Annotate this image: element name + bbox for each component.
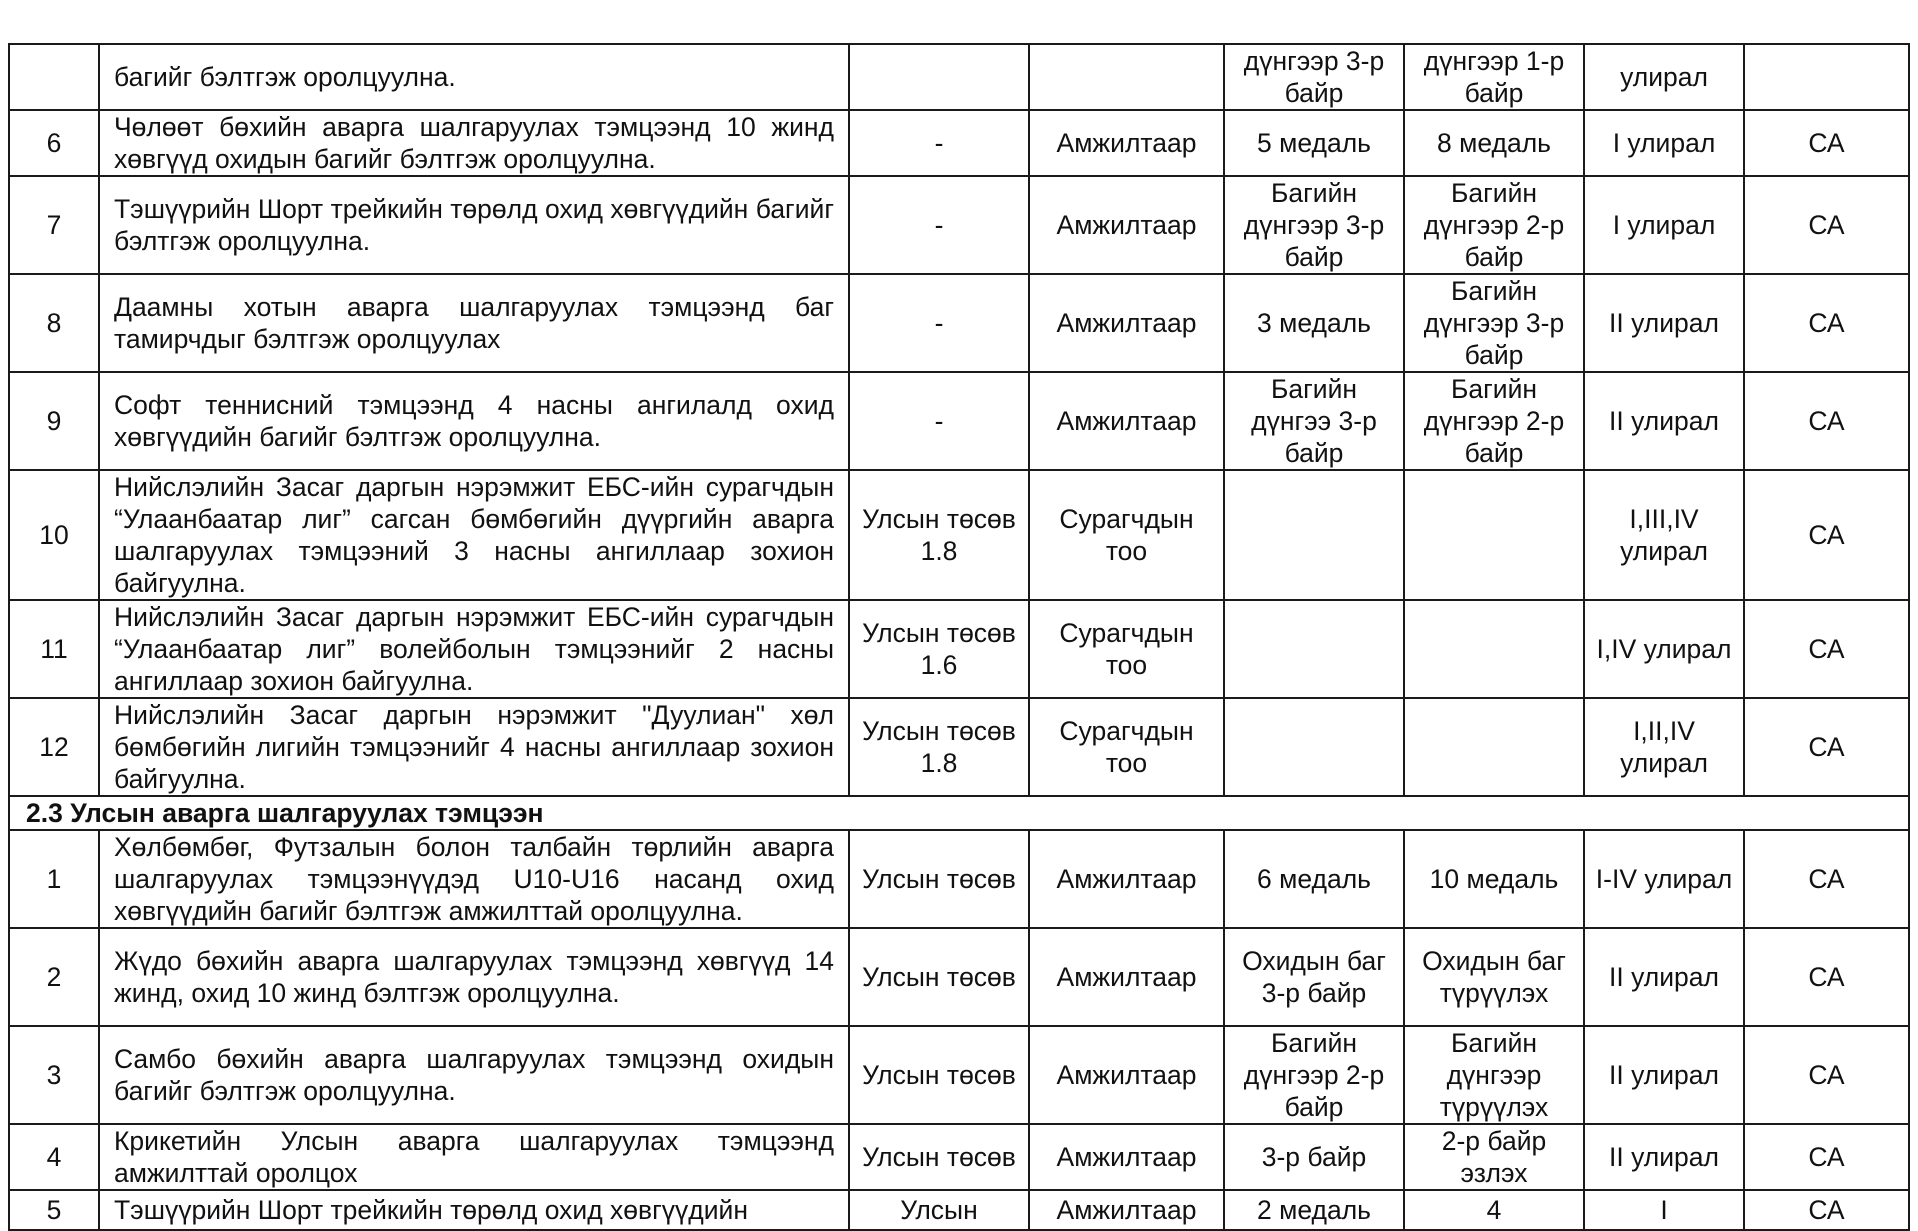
responsible-cell: СА <box>1744 470 1909 600</box>
goal-target-cell: 4 <box>1404 1190 1584 1230</box>
table-row <box>9 110 1909 176</box>
goal-target-cell: 2-р байр эзлэх <box>1404 1124 1584 1190</box>
responsible-cell: СА <box>1744 372 1909 470</box>
budget-source-cell: Улсын төсөв 1.6 <box>849 600 1029 698</box>
table-row <box>9 1026 1909 1124</box>
responsible-cell: СА <box>1744 928 1909 1026</box>
goal-target-cell: Багийн дүнгээр 3-р байр <box>1404 274 1584 372</box>
description-cell: Чөлөөт бөхийн аварга шалгаруулах тэмцээнд 10 жинд хөвгүүд охидын багийг бэлтгэж оролцуулна. <box>99 110 849 176</box>
row-number-cell: 2 <box>9 928 99 1026</box>
period-cell: I улирал <box>1584 176 1744 274</box>
goal-target-cell <box>1404 698 1584 796</box>
section-header-row <box>9 796 1909 830</box>
baseline-target-cell: Охидын баг 3-р байр <box>1224 928 1404 1026</box>
baseline-target-cell: 3 медаль <box>1224 274 1404 372</box>
description-cell: Тэшүүрийн Шорт трейкийн төрөлд охид хөвгүүдийн <box>99 1190 849 1230</box>
baseline-target-cell: 2 медаль <box>1224 1190 1404 1230</box>
table-row <box>9 830 1909 928</box>
measure-cell: Амжилтаар <box>1029 1190 1224 1230</box>
measure-cell: Амжилтаар <box>1029 928 1224 1026</box>
responsible-cell: СА <box>1744 110 1909 176</box>
section-title: 2.3 Улсын аварга шалгаруулах тэмцээн <box>9 796 1909 830</box>
budget-source-cell: Улсын төсөв <box>849 928 1029 1026</box>
row-number-cell: 4 <box>9 1124 99 1190</box>
row-number-cell: 11 <box>9 600 99 698</box>
budget-source-cell: - <box>849 176 1029 274</box>
row-number-cell: 9 <box>9 372 99 470</box>
baseline-target-cell <box>1224 600 1404 698</box>
period-cell: II улирал <box>1584 928 1744 1026</box>
description-cell: Крикетийн Улсын аварга шалгаруулах тэмцээнд амжилттай оролцох <box>99 1124 849 1190</box>
description-cell: Софт теннисний тэмцээнд 4 насны ангилалд охид хөвгүүдийн багийг бэлтгэж оролцуулна. <box>99 372 849 470</box>
table-row <box>9 1124 1909 1190</box>
description-cell: Нийслэлийн Засаг даргын нэрэмжит ЕБС-ийн сурагчдын “Улаанбаатар лиг” волейболын тэмцээнийг 2 насны ангиллаар зохион байгуулна. <box>99 600 849 698</box>
measure-cell: Сурагчдын тоо <box>1029 698 1224 796</box>
measure-cell: Амжилтаар <box>1029 1124 1224 1190</box>
measure-cell: Амжилтаар <box>1029 110 1224 176</box>
budget-source-cell: Улсын <box>849 1190 1029 1230</box>
period-cell: I,IV улирал <box>1584 600 1744 698</box>
table-row <box>9 600 1909 698</box>
period-cell: II улирал <box>1584 372 1744 470</box>
description-cell: Самбо бөхийн аварга шалгаруулах тэмцээнд охидын багийг бэлтгэж оролцуулна. <box>99 1026 849 1124</box>
table-row <box>9 176 1909 274</box>
goal-target-cell: Охидын баг түрүүлэх <box>1404 928 1584 1026</box>
row-number-cell: 3 <box>9 1026 99 1124</box>
table-row <box>9 698 1909 796</box>
period-cell: I,III,IV улирал <box>1584 470 1744 600</box>
row-number-cell: 1 <box>9 830 99 928</box>
responsible-cell: СА <box>1744 274 1909 372</box>
table-row <box>9 44 1909 110</box>
baseline-target-cell <box>1224 698 1404 796</box>
row-number-cell: 5 <box>9 1190 99 1230</box>
period-cell: II улирал <box>1584 1124 1744 1190</box>
baseline-target-cell: Багийн дүнгээ 3-р байр <box>1224 372 1404 470</box>
plan-table <box>8 43 1910 1231</box>
measure-cell: Сурагчдын тоо <box>1029 470 1224 600</box>
goal-target-cell <box>1404 470 1584 600</box>
period-cell: I,II,IV улирал <box>1584 698 1744 796</box>
responsible-cell: СА <box>1744 1190 1909 1230</box>
description-cell: Хөлбөмбөг, Футзалын болон талбайн төрлийн аварга шалгаруулах тэмцээнүүдэд U10-U16 насанд охид хөвгүүдийн багийг бэлтгэж амжилттай оролцуулна. <box>99 830 849 928</box>
table-row <box>9 372 1909 470</box>
row-number-cell: 8 <box>9 274 99 372</box>
row-number-cell: 6 <box>9 110 99 176</box>
measure-cell: Амжилтаар <box>1029 1026 1224 1124</box>
table-body <box>9 44 1909 1230</box>
description-cell: Жүдо бөхийн аварга шалгаруулах тэмцээнд хөвгүүд 14 жинд, охид 10 жинд бэлтгэж оролцуулна. <box>99 928 849 1026</box>
goal-target-cell: 8 медаль <box>1404 110 1584 176</box>
description-cell: Нийслэлийн Засаг даргын нэрэмжит "Дуулиан" хөл бөмбөгийн лигийн тэмцээнийг 4 насны ангиллаар зохион байгуулна. <box>99 698 849 796</box>
table-row <box>9 928 1909 1026</box>
period-cell: I улирал <box>1584 110 1744 176</box>
goal-target-cell: Багийн дүнгээр 2-р байр <box>1404 176 1584 274</box>
goal-target-cell: Багийн дүнгээр 2-р байр <box>1404 372 1584 470</box>
budget-source-cell: - <box>849 372 1029 470</box>
baseline-target-cell: 5 медаль <box>1224 110 1404 176</box>
baseline-target-cell: 6 медаль <box>1224 830 1404 928</box>
responsible-cell: СА <box>1744 1026 1909 1124</box>
measure-cell: Амжилтаар <box>1029 274 1224 372</box>
period-cell: II улирал <box>1584 1026 1744 1124</box>
budget-source-cell: - <box>849 110 1029 176</box>
responsible-cell: СА <box>1744 600 1909 698</box>
period-cell: улирал <box>1584 44 1744 110</box>
baseline-target-cell: дүнгээр 3-р байр <box>1224 44 1404 110</box>
measure-cell <box>1029 44 1224 110</box>
budget-source-cell: Улсын төсөв <box>849 1124 1029 1190</box>
baseline-target-cell <box>1224 470 1404 600</box>
measure-cell: Сурагчдын тоо <box>1029 600 1224 698</box>
measure-cell: Амжилтаар <box>1029 372 1224 470</box>
goal-target-cell <box>1404 600 1584 698</box>
description-cell: Даамны хотын аварга шалгаруулах тэмцээнд баг тамирчдыг бэлтгэж оролцуулах <box>99 274 849 372</box>
period-cell: II улирал <box>1584 274 1744 372</box>
description-cell: Нийслэлийн Засаг даргын нэрэмжит ЕБС-ийн сурагчдын “Улаанбаатар лиг” сагсан бөмбөгийн дүүргийн аварга шалгаруулах тэмцээний 3 насны ангиллаар зохион байгуулна. <box>99 470 849 600</box>
responsible-cell: СА <box>1744 176 1909 274</box>
measure-cell: Амжилтаар <box>1029 176 1224 274</box>
budget-source-cell: Улсын төсөв 1.8 <box>849 698 1029 796</box>
budget-source-cell: Улсын төсөв <box>849 1026 1029 1124</box>
row-number-cell: 10 <box>9 470 99 600</box>
responsible-cell <box>1744 44 1909 110</box>
baseline-target-cell: Багийн дүнгээр 2-р байр <box>1224 1026 1404 1124</box>
period-cell: I <box>1584 1190 1744 1230</box>
measure-cell: Амжилтаар <box>1029 830 1224 928</box>
description-cell: Тэшүүрийн Шорт трейкийн төрөлд охид хөвгүүдийн багийг бэлтгэж оролцуулна. <box>99 176 849 274</box>
table-row <box>9 1190 1909 1230</box>
goal-target-cell: 10 медаль <box>1404 830 1584 928</box>
table-row <box>9 274 1909 372</box>
goal-target-cell: дүнгээр 1-р байр <box>1404 44 1584 110</box>
description-cell: багийг бэлтгэж оролцуулна. <box>99 44 849 110</box>
responsible-cell: СА <box>1744 1124 1909 1190</box>
row-number-cell <box>9 44 99 110</box>
table-row <box>9 470 1909 600</box>
budget-source-cell: Улсын төсөв <box>849 830 1029 928</box>
baseline-target-cell: Багийн дүнгээр 3-р байр <box>1224 176 1404 274</box>
budget-source-cell: - <box>849 274 1029 372</box>
row-number-cell: 7 <box>9 176 99 274</box>
period-cell: I-IV улирал <box>1584 830 1744 928</box>
responsible-cell: СА <box>1744 698 1909 796</box>
row-number-cell: 12 <box>9 698 99 796</box>
goal-target-cell: Багийн дүнгээр түрүүлэх <box>1404 1026 1584 1124</box>
baseline-target-cell: 3-р байр <box>1224 1124 1404 1190</box>
budget-source-cell: Улсын төсөв 1.8 <box>849 470 1029 600</box>
budget-source-cell <box>849 44 1029 110</box>
responsible-cell: СА <box>1744 830 1909 928</box>
